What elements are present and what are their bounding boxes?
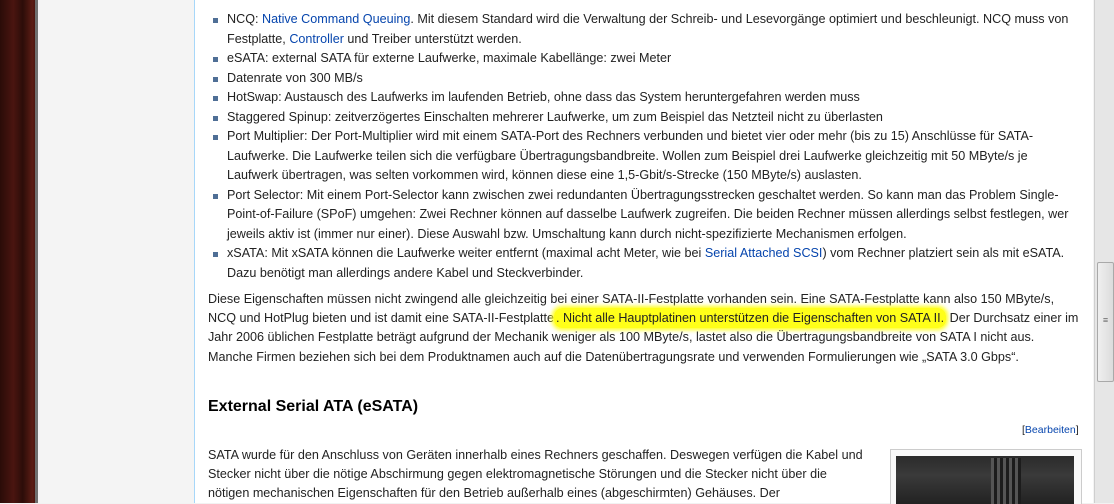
list-item: Port Selector: Mit einem Port-Selector kann zwischen zwei redundanten Übertragungsstrecken geschaltet werden. So kann man das Problem Single-Point-of-Failure (SPoF) umgehen: Zwei Rechner können auf dasselbe Laufwerk zugreifen. Die beiden Rechner müssen allerdings selbst festlegen, wer jeweils aktiv ist (immer nur einer). Diese Auswahl bzw. Umschaltung kann durch nicht-spezifizierte Mechanismen erfolgen. (212, 186, 1078, 245)
bullet-icon (213, 18, 218, 23)
bullet-icon (213, 194, 218, 199)
paragraph-sata-ii: Diese Eigenschaften müssen nicht zwingend alle gleichzeitig bei einer SATA-II-Festplatte vorhanden sein. Eine SATA-Festplatte kann also 150 MByte/s, NCQ und HotPlug bieten und ist damit eine SATA-II-Festplatte . Nicht alle Hauptplatinen unterstützen die Eigenschaften von SATA II. Der Durchsatz einer im Jahr 2006 üblichen Festplatte beträgt aufgrund der Mechanik weniger als 100 MByte/s, lastet also die Übertragungsbandbreite von SATA I nicht aus. Manche Firmen beziehen sich bei dem Produktnamen auch auf die Datenübertragungsrate und verwenden Formulierungen wie „SATA 3.0 Gbps“. (208, 292, 1079, 364)
edit-section: [Bearbeiten] (1022, 424, 1079, 436)
list-item: eSATA: external SATA für externe Laufwerke, maximale Kabellänge: zwei Meter (212, 49, 1078, 69)
vertical-scrollbar[interactable] (1094, 0, 1114, 503)
feature-list (212, 10, 1078, 283)
bullet-icon (213, 252, 218, 257)
list-item: HotSwap: Austausch des Laufwerks im laufenden Betrieb, ohne dass das System heruntergefahren werden muss (212, 88, 1078, 108)
list-item: Port Multiplier: Der Port-Multiplier wird mit einem SATA-Port des Rechners verbunden und bietet vier oder mehr (bis zu 15) Anschlüsse für SATA-Laufwerke. Die Laufwerke teilen sich die verfügbare Übertragungsbandbreite. Wollen zum Beispiel drei Laufwerke gleichzeitig mit 50 MByte/s je Laufwerk übertragen, was selten vorkommen wird, können diese eine 1,5-Gbit/s-Strecke (150 MByte/s) auslasten. (212, 127, 1078, 186)
section-heading: External Serial ATA (eSATA) (208, 398, 419, 415)
grip-icon: ≡ (1102, 315, 1109, 325)
scrollbar-thumb[interactable] (1097, 262, 1114, 382)
bullet-icon (213, 77, 218, 82)
link-controller[interactable]: Controller (289, 31, 344, 46)
list-item: Datenrate von 300 MB/s (212, 69, 1078, 89)
highlighted-text: . Nicht alle Hauptplatinen unterstützen die Eigenschaften von SATA II. (554, 308, 946, 328)
bullet-icon (213, 116, 218, 121)
bullet-icon (213, 96, 218, 101)
sata-cable-image[interactable] (896, 456, 1074, 504)
bullet-icon (213, 57, 218, 62)
bullet-icon (213, 135, 218, 140)
link-ncq[interactable]: Native Command Queuing (261, 12, 411, 26)
list-item: Staggered Spinup: zeitverzögertes Einschalten mehrerer Laufwerke, um zum Beispiel das Netzteil nicht zu überlasten (212, 108, 1078, 128)
link-serial-attached-scsi[interactable]: Serial Attached SCSI (704, 246, 823, 260)
thumbnail-figure[interactable] (890, 449, 1082, 504)
edit-link[interactable]: Bearbeiten (1024, 424, 1076, 436)
list-item: xSATA: Mit xSATA können die Laufwerke weiter entfernt (maximal acht Meter, wie bei Serial Attached SCSI) vom Rechner platziert sein als mit eSATA. Dazu benötigt man allerdings andere Kabel und Steckverbinder. (212, 244, 1078, 283)
list-item: NCQ: Native Command Queuing. Mit diesem Standard wird die Verwaltung der Schreib- und Lesevorgänge optimiert und beschleunigt. NCQ muss von Festplatte, Controller und Treiber unterstützt werden. (212, 10, 1078, 49)
desktop-wallpaper (0, 0, 38, 503)
paragraph-esata: SATA wurde für den Anschluss von Geräten innerhalb eines Rechners geschaffen. Deswegen verfügen die Kabel und Stecker nicht über die nötige Abschirmung gegen elektromagnetische Störungen und die Stecker nicht über die nötigen mechanischen Eigenschaften für den Betrieb außerhalb eines (abgeschirmten) Gehäuses. Der (208, 448, 863, 501)
